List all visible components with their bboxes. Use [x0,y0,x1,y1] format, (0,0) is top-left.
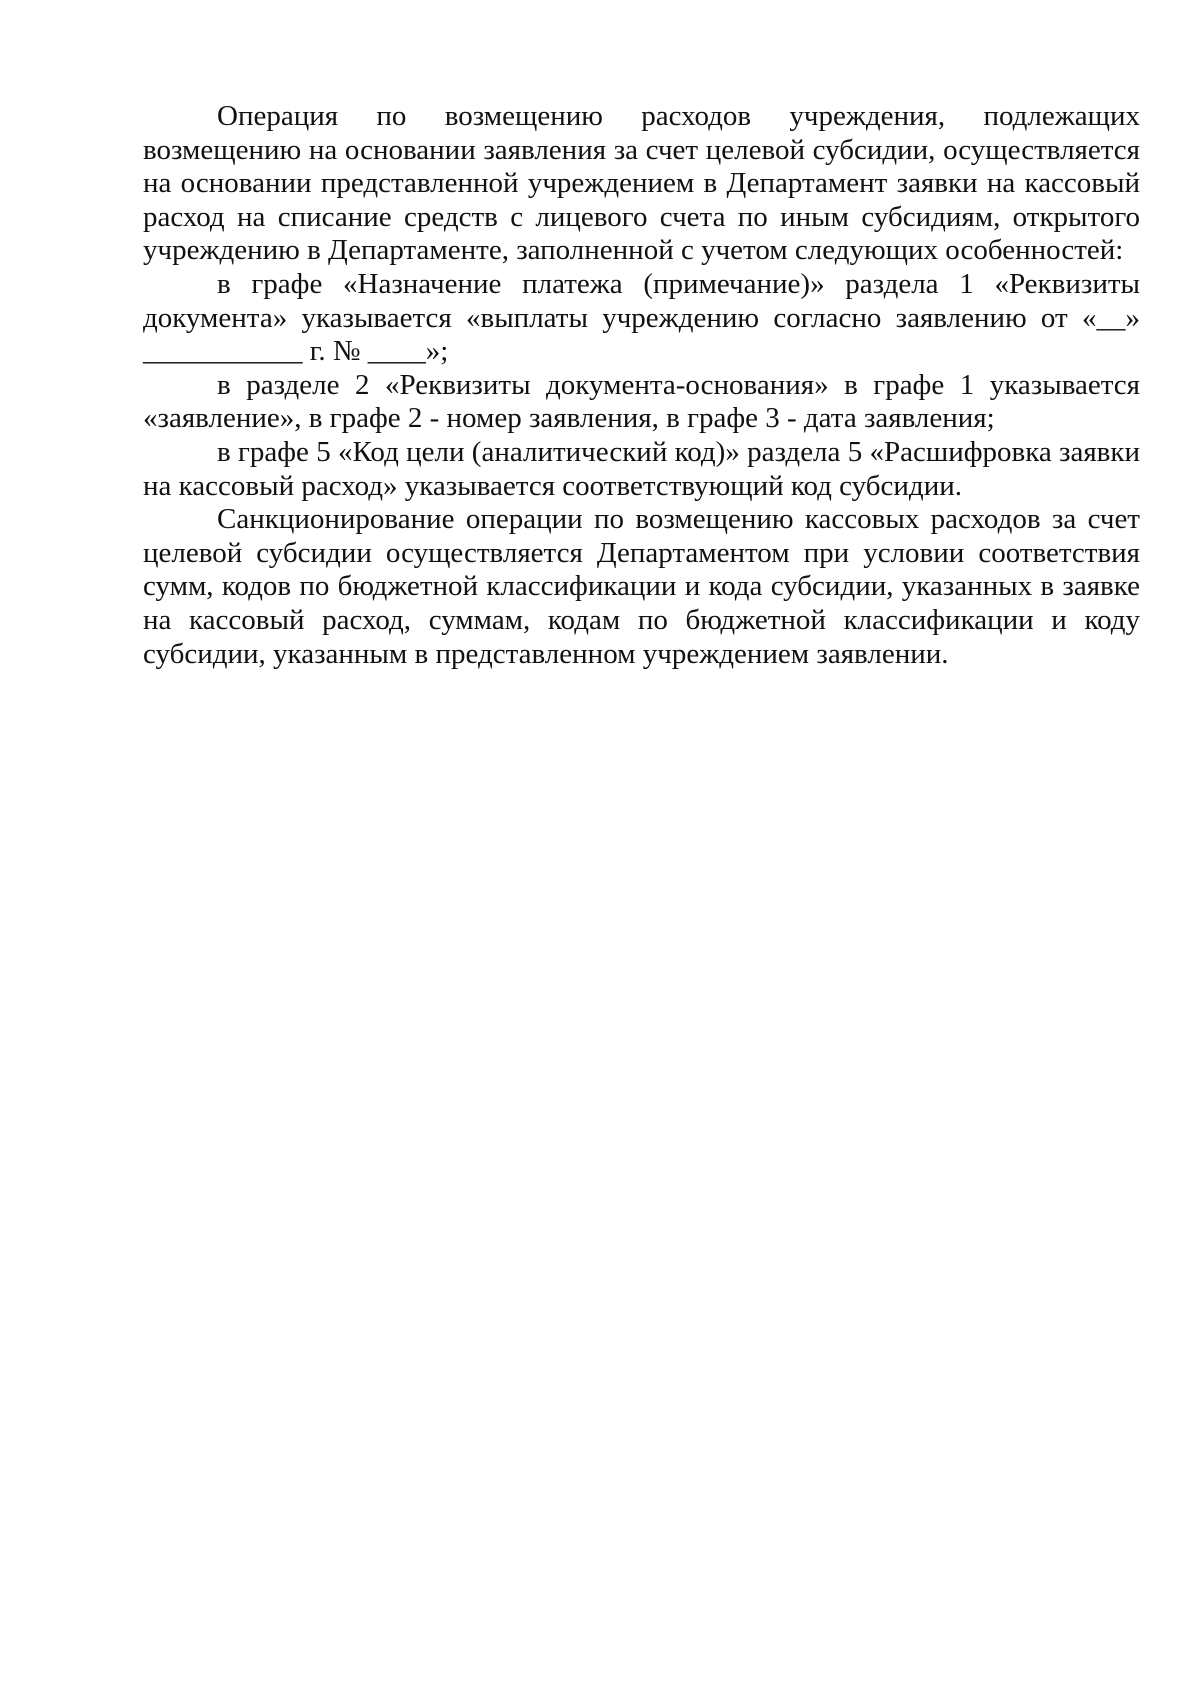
paragraph-target-code: в графе 5 «Код цели (аналитический код)» раздела 5 «Расшифровка заявки на кассовый расход» указывается соответствующий код субсидии. [143,435,1140,502]
document-body [143,100,1140,671]
paragraph-authorization: Санкционирование операции по возмещению кассовых расходов за счет целевой субсидии осуществляется Департаментом при условии соответствия сумм, кодов по бюджетной классификации и кода субсидии, указанных в заявке на кассовый расход, суммам, кодам по бюджетной классификации и коду субсидии, указанным в представленном учреждением заявлении. [143,503,1140,670]
paragraph-payment-purpose: в графе «Назначение платежа (примечание)» раздела 1 «Реквизиты документа» указывается «выплаты учреждению согласно заявлению от «__» ___________ г. № ____»; [143,267,1140,368]
paragraph-basis-document: в разделе 2 «Реквизиты документа-основания» в графе 1 указывается «заявление», в графе 2 - номер заявления, в графе 3 - дата заявления; [143,368,1140,435]
paragraph-reimbursement-operation: Операция по возмещению расходов учреждения, подлежащих возмещению на основании заявления за счет целевой субсидии, осуществляется на основании представленной учреждением в Департамент заявки на кассовый расход на списание средств с лицевого счета по иным субсидиям, открытого учреждению в Департаменте, заполненной с учетом следующих особенностей: [143,100,1140,267]
